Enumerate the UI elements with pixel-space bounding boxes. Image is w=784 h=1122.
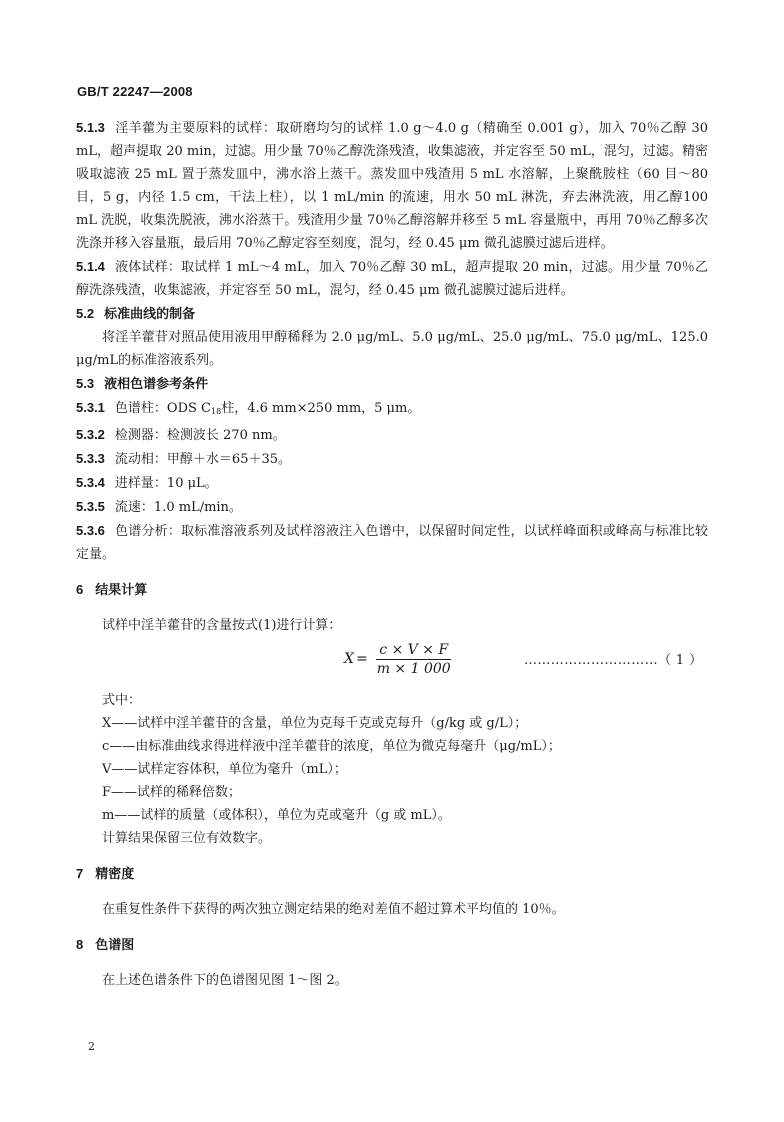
section-5-2-text: 将淫羊藿苷对照品使用液用甲醇稀释为 2.0 μg/mL、5.0 μg/mL、25.0 μg/mL、75.0 μg/mL、125.0 μg/mL的标准溶液系列。 bbox=[76, 330, 708, 368]
clause-text: 色谱分析：取标准溶液系列及试样溶液注入色谱中，以保留时间定性，以试样峰面积或峰高与标准比较定量。 bbox=[76, 524, 708, 562]
clause-5-3-1 bbox=[76, 396, 708, 423]
clause-number: 5.3.4 bbox=[76, 475, 105, 490]
clause-number: 5.3.1 bbox=[76, 400, 105, 415]
clause-text: 进样量：10 μL。 bbox=[114, 476, 218, 491]
section-8-heading bbox=[76, 933, 708, 957]
formula-1 bbox=[344, 641, 454, 678]
formula-fraction bbox=[374, 641, 454, 678]
clause-text: 淫羊藿为主要原料的试样：取研磨均匀的试样 1.0 g～4.0 g（精确至 0.001 g），加入 70％乙醇 30 mL，超声提取 20 min，过滤。用少量 70％乙醇洗涤残渣，收集滤液，并定容至 50 mL，混匀，过滤。精密吸取滤液 25 mL 置于蒸发皿中，沸水浴上蒸干。蒸发皿中残渣用 5 mL 水溶解，上聚酰胺柱（60 目～80 目，5 g，内径 1.5 cm，干法上柱），以 1 mL/min 的流速，用水 50 mL 淋洗，弃去淋洗液，用乙醇100 mL 洗脱，收集洗脱液，沸水浴蒸干。残渣用少量 70％乙醇溶解并移至 5 mL 容量瓶中，再用 70％乙醇多次洗涤并移入容量瓶，最后用 70％乙醇定容至刻度，混匀，经 0.45 μm 微孔滤膜过滤后进样。 bbox=[76, 121, 708, 251]
section-title: 标准曲线的制备 bbox=[104, 307, 196, 322]
formula-equals: = bbox=[355, 651, 368, 667]
clause-5-3-6 bbox=[76, 519, 708, 566]
page-number: 2 bbox=[88, 1040, 95, 1053]
clause-number: 5.3.6 bbox=[76, 523, 105, 538]
clause-text: 检测器：检测波长 270 nm。 bbox=[114, 428, 286, 443]
section-7-text: 在重复性条件下获得的两次独立测定结果的绝对差值不超过算术平均值的 10％。 bbox=[102, 902, 565, 917]
variable-definitions bbox=[76, 689, 708, 850]
section-5-2-heading bbox=[76, 302, 708, 326]
clause-number: 5.3.5 bbox=[76, 499, 105, 514]
definition-item: F——试样的稀释倍数； bbox=[102, 785, 242, 800]
clause-text-part-a: 色谱柱：ODS C bbox=[114, 401, 211, 416]
section-title: 液相色谱参考条件 bbox=[104, 377, 209, 392]
clause-text: 流速：1.0 mL/min。 bbox=[114, 500, 242, 515]
definition-item: c——由标准曲线求得进样液中淫羊藿苷的浓度，单位为微克每毫升（μg/mL）； bbox=[102, 739, 561, 754]
section-number: 6 bbox=[76, 582, 84, 597]
clause-text-part-b: 柱，4.6 mm×250 mm，5 μm。 bbox=[221, 401, 421, 416]
section-8-text: 在上述色谱条件下的色谱图见图 1～图 2。 bbox=[102, 973, 348, 988]
clause-5-1-3 bbox=[76, 116, 708, 255]
clause-number: 5.3.2 bbox=[76, 427, 105, 442]
definition-item: m——试样的质量（或体积），单位为克或毫升（g 或 mL）。 bbox=[102, 808, 451, 823]
result-note: 计算结果保留三位有效数字。 bbox=[102, 831, 272, 846]
clause-5-3-4 bbox=[76, 471, 708, 495]
clause-text: 流动相：甲醇＋水＝65＋35。 bbox=[114, 452, 292, 467]
clause-5-3-3 bbox=[76, 447, 708, 471]
section-number: 8 bbox=[76, 937, 84, 952]
clause-number: 5.3.3 bbox=[76, 451, 105, 466]
clause-number: 5.1.4 bbox=[76, 259, 105, 274]
section-title: 结果计算 bbox=[95, 583, 148, 598]
definition-item: X——试样中淫羊藿苷的含量，单位为克每千克或克每升（g/kg 或 g/L）； bbox=[102, 716, 528, 731]
where-label: 式中： bbox=[102, 693, 142, 708]
section-6-heading bbox=[76, 578, 708, 602]
clause-text: 液体试样：取试样 1 mL～4 mL，加入 70％乙醇 30 mL，超声提取 20 min，过滤。用少量 70％乙醇洗涤残渣，收集滤液，并定容至 50 mL，混匀，经 0.45 μm 微孔滤膜过滤后进样。 bbox=[76, 260, 708, 298]
formula-lhs: X bbox=[344, 651, 354, 667]
section-number: 7 bbox=[76, 866, 84, 881]
document-id-header: GB/T 22247—2008 bbox=[77, 84, 193, 99]
clause-5-1-4 bbox=[76, 255, 708, 302]
section-title: 精密度 bbox=[95, 867, 135, 882]
clause-5-3-5 bbox=[76, 495, 708, 519]
formula-reference: …………………………（ 1 ） bbox=[524, 653, 703, 668]
clause-5-3-2 bbox=[76, 423, 708, 447]
formula-intro: 试样中淫羊藿苷的含量按式(1)进行计算： bbox=[102, 618, 342, 633]
clause-number: 5.2 bbox=[76, 306, 95, 321]
clause-number: 5.3 bbox=[76, 376, 95, 391]
subscript-18: 18 bbox=[211, 407, 222, 416]
clause-number: 5.1.3 bbox=[76, 120, 105, 135]
section-7-heading bbox=[76, 862, 708, 886]
section-5-3-heading bbox=[76, 372, 708, 396]
section-title: 色谱图 bbox=[95, 938, 135, 953]
definition-item: V——试样定容体积，单位为毫升（mL）； bbox=[102, 762, 347, 777]
document-body bbox=[76, 116, 708, 992]
formula-numerator: c × V × F bbox=[376, 641, 451, 660]
formula-denominator: m × 1 000 bbox=[376, 661, 451, 677]
formula-block bbox=[76, 641, 708, 681]
